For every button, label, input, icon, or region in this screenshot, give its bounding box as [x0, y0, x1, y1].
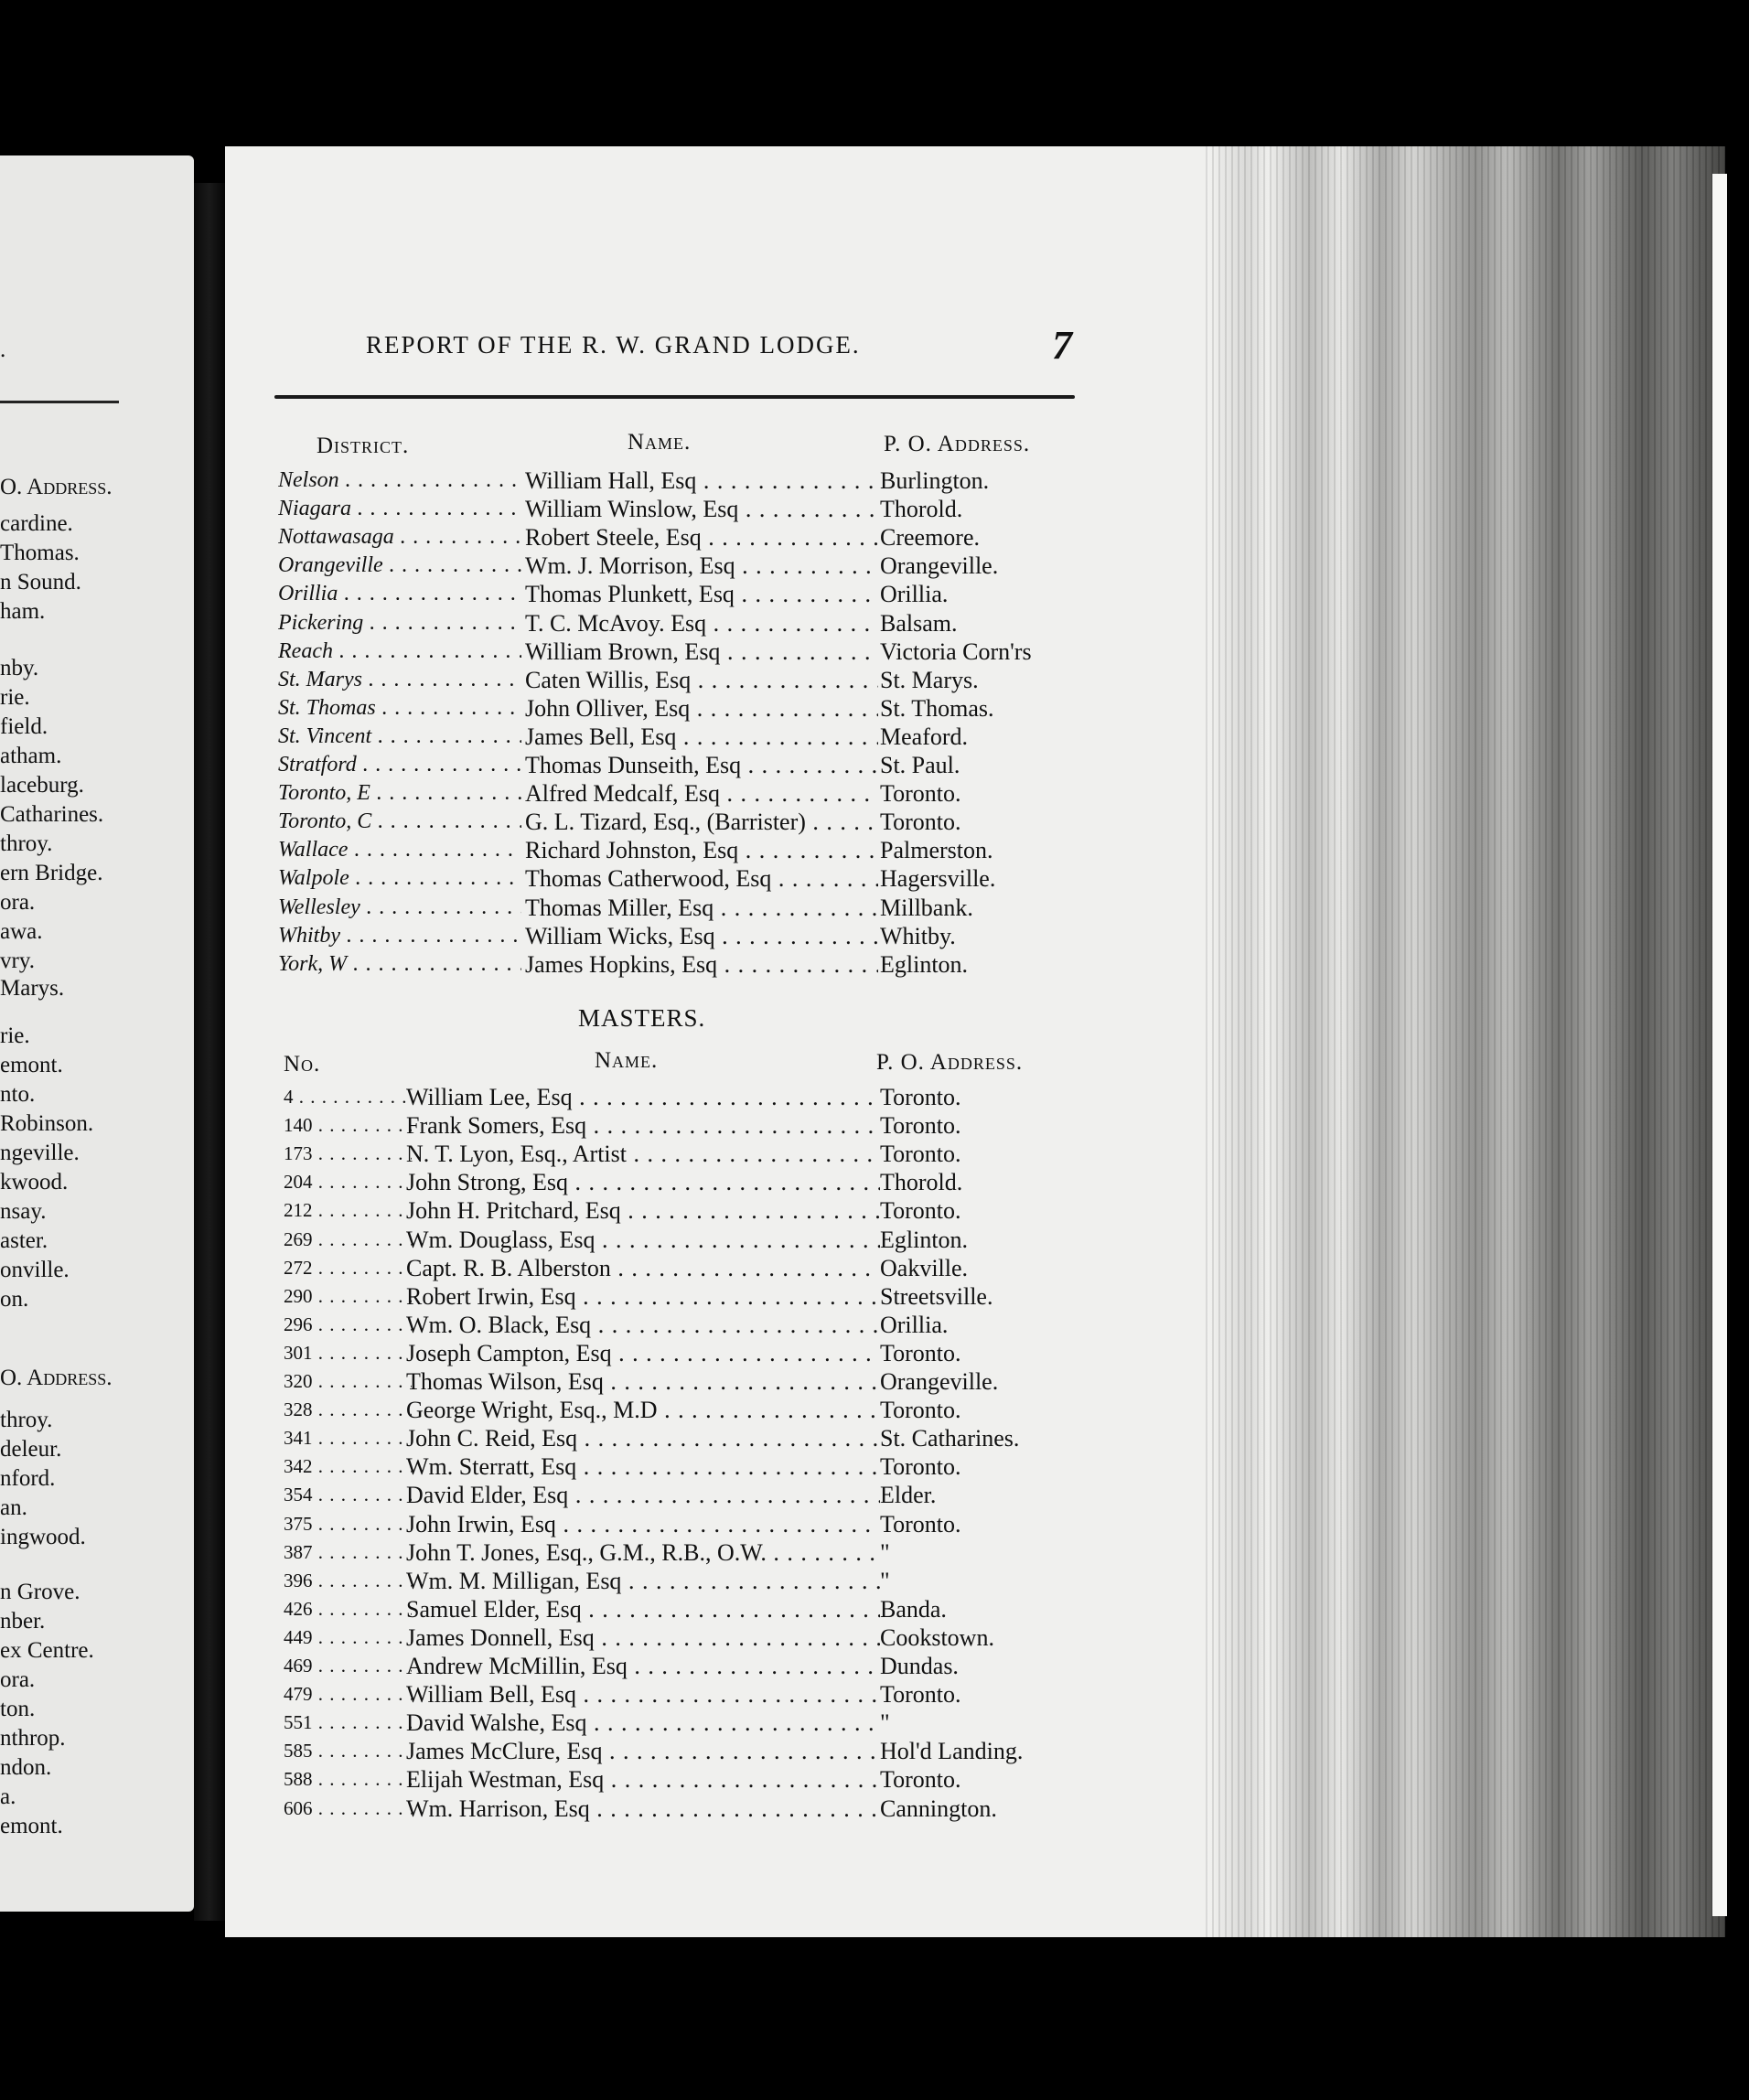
lodge-number: 328 . . .	[284, 1396, 412, 1424]
person-name: Wm. O. Black, Esq . . .	[406, 1311, 880, 1339]
person-name: James Donnell, Esq . . .	[406, 1623, 880, 1652]
person-name: William Hall, Esq . . .	[525, 466, 878, 495]
post-office-address: Streetsville.	[880, 1282, 993, 1310]
person-name: John Irwin, Esq . . .	[406, 1510, 880, 1538]
lodge-number: 606 . . .	[284, 1795, 412, 1823]
district-name: Whitby . . .	[278, 922, 521, 950]
district-name: Orillia . . .	[278, 580, 521, 608]
person-name: David Walshe, Esq . . .	[406, 1709, 880, 1737]
person-name: Frank Somers, Esq . . .	[406, 1111, 880, 1140]
table-row	[0, 1140, 1098, 1168]
left-page-text: emont.	[0, 1814, 63, 1838]
table-row	[0, 466, 1098, 495]
person-name: Robert Irwin, Esq . . .	[406, 1282, 880, 1311]
table-row	[0, 1396, 1098, 1424]
lodge-number: 204 . . .	[284, 1168, 412, 1196]
left-page-text: nford.	[0, 1466, 56, 1491]
lodge-number: 375 . . .	[284, 1510, 412, 1538]
person-name: Thomas Catherwood, Esq . . .	[525, 864, 878, 893]
table-row	[0, 919, 1098, 950]
person-name: Thomas Dunseith, Esq . . .	[525, 751, 878, 779]
post-office-address: Thorold.	[880, 1169, 963, 1196]
district-name: Nottawasaga . . .	[278, 523, 521, 552]
lodge-number: 341 . . .	[284, 1424, 412, 1452]
table-row	[0, 894, 1098, 922]
table-row	[0, 1709, 1098, 1737]
district-name: Walpole . . .	[278, 864, 521, 893]
table-row	[0, 609, 1098, 638]
address-column-header: P. O. Address.	[884, 432, 1031, 456]
lodge-number: 290 . . .	[284, 1282, 412, 1311]
person-name: John C. Reid, Esq . . .	[406, 1424, 880, 1452]
left-page-text: throy.	[0, 1408, 53, 1432]
person-name: John H. Pritchard, Esq . . .	[406, 1196, 880, 1225]
table-row	[0, 1367, 1098, 1396]
post-office-address: Hagersville.	[880, 865, 996, 893]
post-office-address: Cannington.	[880, 1795, 997, 1822]
person-name: George Wright, Esq., M.D . . .	[406, 1396, 880, 1424]
table-row	[0, 1311, 1098, 1339]
lodge-number: 588 . . .	[284, 1765, 412, 1794]
district-name: Reach . . .	[278, 638, 521, 666]
left-page-text: ham.	[0, 599, 46, 624]
lodge-number: 354 . . .	[284, 1481, 412, 1509]
post-office-address: Thorold.	[880, 496, 963, 523]
post-office-address: St. Paul.	[880, 752, 960, 778]
left-page-text: nto.	[0, 1082, 36, 1107]
person-name: Joseph Campton, Esq . . .	[406, 1339, 880, 1367]
person-name: Alfred Medcalf, Esq . . .	[525, 779, 878, 808]
lodge-number: 387 . . .	[284, 1538, 412, 1567]
post-office-address: Toronto.	[880, 1084, 961, 1110]
table-row	[0, 1481, 1098, 1509]
left-page-text: O. Address.	[0, 1366, 113, 1390]
post-office-address: Eglinton.	[880, 1226, 969, 1253]
left-page-text: nthrop.	[0, 1726, 66, 1751]
page-header: REPORT OF THE R. W. GRAND LODGE.	[366, 331, 861, 359]
table-row	[0, 580, 1098, 608]
lodge-number: 551 . . .	[284, 1709, 412, 1737]
table-row	[0, 1226, 1098, 1254]
person-name: Wm. Harrison, Esq . . .	[406, 1795, 880, 1823]
table-row	[0, 1680, 1098, 1709]
lodge-number: 296 . . .	[284, 1311, 412, 1339]
left-page-text: Robinson.	[0, 1111, 94, 1136]
person-name: Elijah Westman, Esq . . .	[406, 1765, 880, 1794]
person-name: G. L. Tizard, Esq., (Barrister) . . .	[525, 808, 878, 836]
table-row	[0, 1795, 1098, 1823]
district-name: Toronto, C . . .	[278, 808, 521, 836]
left-page-text: on.	[0, 1287, 29, 1312]
lodge-number: 212 . . .	[284, 1196, 412, 1225]
left-page-text: nby.	[0, 656, 39, 680]
post-office-address: Banda.	[880, 1595, 947, 1623]
post-office-address: Orillia.	[880, 581, 949, 608]
lodge-number: 269 . . .	[284, 1226, 412, 1254]
table-row	[0, 779, 1098, 808]
left-page-text: n Sound.	[0, 570, 81, 595]
table-row	[0, 1168, 1098, 1196]
post-office-address: Elder.	[880, 1482, 937, 1509]
table-row	[0, 1424, 1098, 1452]
person-name: Thomas Plunkett, Esq . . .	[525, 580, 878, 608]
post-office-address: Dundas.	[880, 1653, 959, 1679]
post-office-address: Orillia.	[880, 1311, 949, 1338]
lodge-number: 449 . . .	[284, 1623, 412, 1652]
post-office-address: Whitby.	[880, 922, 956, 949]
person-name: James McClure, Esq . . .	[406, 1737, 880, 1765]
person-name: James Hopkins, Esq . . .	[525, 950, 878, 979]
lodge-number: 426 . . .	[284, 1595, 412, 1623]
person-name: T. C. McAvoy. Esq . . .	[525, 609, 878, 638]
left-page-text: rie.	[0, 685, 30, 710]
post-office-address: Hol'd Landing.	[880, 1738, 1024, 1765]
person-name: Richard Johnston, Esq . . .	[525, 836, 878, 864]
post-office-address: Orangeville.	[880, 1368, 999, 1395]
district-column-header: District.	[317, 434, 410, 458]
left-page-text: n Grove.	[0, 1580, 80, 1604]
left-page-text: field.	[0, 714, 48, 739]
person-name: Capt. R. B. Alberston . . .	[406, 1254, 880, 1282]
left-page-text: laceburg.	[0, 773, 84, 798]
table-row	[0, 694, 1098, 723]
left-page-text: deleur.	[0, 1437, 62, 1462]
lodge-number: 479 . . .	[284, 1680, 412, 1709]
lodge-number: 320 . . .	[284, 1367, 412, 1396]
table-row	[0, 666, 1098, 694]
person-name: John Olliver, Esq . . .	[525, 694, 878, 723]
table-row	[0, 1737, 1098, 1765]
post-office-address: Toronto.	[880, 809, 961, 836]
left-page-text: nber.	[0, 1609, 46, 1634]
post-office-address: "	[880, 1538, 890, 1566]
lodge-number: 396 . . .	[284, 1567, 412, 1595]
district-name: St. Thomas . . .	[278, 694, 521, 723]
table-row	[0, 1567, 1098, 1595]
table-row	[0, 1623, 1098, 1652]
left-page-text: aster.	[0, 1228, 48, 1253]
left-page-text: ora.	[0, 890, 36, 915]
table-row	[0, 751, 1098, 779]
lodge-number: 469 . . .	[284, 1652, 412, 1680]
left-page-text: throy.	[0, 831, 53, 856]
post-office-address: Burlington.	[880, 467, 990, 494]
post-office-address: Toronto.	[880, 1197, 961, 1225]
left-page-text: ton.	[0, 1697, 36, 1721]
left-page-text: onville.	[0, 1258, 70, 1282]
district-name: Wallace . . .	[278, 836, 521, 864]
left-page-text: Catharines.	[0, 802, 104, 827]
district-name: Nelson . . .	[278, 466, 521, 495]
post-office-address: Toronto.	[880, 1453, 961, 1481]
table-row	[0, 523, 1098, 552]
page-edges	[1206, 146, 1725, 1937]
person-name: Wm. Sterratt, Esq . . .	[406, 1452, 880, 1481]
table-row	[0, 1111, 1098, 1140]
lodge-number: 342 . . .	[284, 1452, 412, 1481]
district-name: Toronto, E . . .	[278, 779, 521, 808]
table-row	[0, 836, 1098, 864]
post-office-address: "	[880, 1709, 890, 1737]
table-row	[0, 1538, 1098, 1567]
left-page-text: O. Address.	[0, 475, 113, 499]
post-office-address: Toronto.	[880, 1510, 961, 1538]
person-name: Wm. M. Milligan, Esq . . .	[406, 1567, 880, 1595]
lodge-number: 272 . . .	[284, 1254, 412, 1282]
left-page-text: cardine.	[0, 511, 73, 536]
masters-address-column-header: P. O. Address.	[876, 1050, 1024, 1075]
district-name: York, W . . .	[278, 950, 521, 979]
person-name: William Winslow, Esq . . .	[525, 495, 878, 523]
table-row	[0, 1765, 1098, 1794]
table-row	[0, 950, 1098, 979]
left-page-text: rie.	[0, 1023, 30, 1048]
masters-name-column-header: Name.	[595, 1048, 659, 1073]
lodge-number: 140 . . .	[284, 1111, 412, 1140]
table-row	[0, 495, 1098, 523]
person-name: John T. Jones, Esq., G.M., R.B., O.W. . . .	[406, 1538, 880, 1567]
left-page-text: ora.	[0, 1667, 36, 1692]
person-name: Caten Willis, Esq . . .	[525, 666, 878, 694]
district-name: Pickering . . .	[278, 609, 521, 638]
left-page-text: .	[0, 338, 6, 362]
table-row	[0, 723, 1098, 751]
post-office-address: Meaford.	[880, 723, 969, 750]
left-page-text: a.	[0, 1784, 16, 1809]
lodge-number: 173 . . .	[284, 1140, 412, 1168]
post-office-address: Toronto.	[880, 1141, 961, 1168]
left-page-text: ex Centre.	[0, 1638, 94, 1663]
post-office-address: Toronto.	[880, 780, 961, 808]
masters-heading: MASTERS.	[578, 1004, 706, 1032]
left-page-text: ngeville.	[0, 1141, 80, 1165]
cover-edge	[1712, 174, 1727, 1916]
person-name: William Wicks, Esq . . .	[525, 922, 878, 950]
left-page-text: ern Bridge.	[0, 861, 103, 885]
person-name: N. T. Lyon, Esq., Artist . . .	[406, 1140, 880, 1168]
post-office-address: St. Marys.	[880, 666, 979, 693]
left-page-text: atham.	[0, 744, 62, 768]
table-row	[0, 1196, 1098, 1225]
left-page-text: vry.	[0, 948, 35, 973]
lodge-number: 585 . . .	[284, 1737, 412, 1765]
left-page-text: ingwood.	[0, 1525, 86, 1549]
table-row	[0, 861, 1098, 893]
number-column-header: No.	[284, 1052, 321, 1077]
person-name: William Lee, Esq . . .	[406, 1083, 880, 1111]
post-office-address: Eglinton.	[880, 950, 969, 978]
post-office-address: Orangeville.	[880, 552, 999, 580]
post-office-address: Palmerston.	[880, 837, 993, 864]
left-page-text: awa.	[0, 919, 43, 944]
table-row	[0, 1510, 1098, 1538]
post-office-address: Toronto.	[880, 1112, 961, 1140]
table-row	[0, 808, 1098, 836]
post-office-address: Oakville.	[880, 1254, 969, 1281]
person-name: William Bell, Esq . . .	[406, 1680, 880, 1709]
person-name: Thomas Miller, Esq . . .	[525, 894, 878, 922]
person-name: John Strong, Esq . . .	[406, 1168, 880, 1196]
table-row	[0, 1254, 1098, 1282]
post-office-address: Toronto.	[880, 1339, 961, 1366]
table-row	[0, 1282, 1098, 1311]
post-office-address: Millbank.	[880, 894, 973, 921]
table-row	[0, 638, 1098, 666]
table-row	[0, 1083, 1098, 1111]
post-office-address: Cookstown.	[880, 1623, 994, 1651]
page-number: 7	[1052, 323, 1072, 368]
district-name: St. Marys . . .	[278, 666, 521, 694]
district-name: Orangeville . . .	[278, 552, 521, 580]
name-column-header: Name.	[628, 430, 692, 455]
table-row	[0, 1652, 1098, 1680]
person-name: Wm. Douglass, Esq . . .	[406, 1226, 880, 1254]
left-page-text: Thomas.	[0, 541, 80, 565]
post-office-address: Balsam.	[880, 609, 958, 637]
lodge-number: 301 . . .	[284, 1339, 412, 1367]
person-name: William Brown, Esq . . .	[525, 638, 878, 666]
post-office-address: Toronto.	[880, 1397, 961, 1424]
person-name: Robert Steele, Esq . . .	[525, 523, 878, 552]
post-office-address: St. Thomas.	[880, 694, 994, 722]
person-name: Thomas Wilson, Esq . . .	[406, 1367, 880, 1396]
table-row	[0, 1339, 1098, 1367]
person-name: Wm. J. Morrison, Esq . . .	[525, 552, 878, 580]
person-name: James Bell, Esq . . .	[525, 723, 878, 751]
left-page-text: kwood.	[0, 1170, 69, 1195]
person-name: Andrew McMillin, Esq . . .	[406, 1652, 880, 1680]
post-office-address: Creemore.	[880, 524, 981, 552]
left-page-text: nsay.	[0, 1199, 47, 1224]
district-name: St. Vincent . . .	[278, 723, 521, 751]
lodge-number: 4 . . .	[284, 1083, 412, 1111]
header-rule	[274, 395, 1075, 399]
post-office-address: Toronto.	[880, 1766, 961, 1794]
left-page-text: ndon.	[0, 1755, 52, 1780]
post-office-address: Victoria Corn'rs	[880, 638, 1032, 665]
post-office-address: Toronto.	[880, 1681, 961, 1709]
left-page-rule	[0, 401, 119, 403]
left-page-text: emont.	[0, 1053, 63, 1077]
district-name: Niagara . . .	[278, 495, 521, 523]
district-name: Stratford . . .	[278, 751, 521, 779]
post-office-address: "	[880, 1567, 890, 1594]
post-office-address: St. Catharines.	[880, 1425, 1020, 1452]
table-row	[0, 552, 1098, 580]
person-name: Samuel Elder, Esq . . .	[406, 1595, 880, 1623]
left-page-text: an.	[0, 1495, 27, 1520]
table-row	[0, 1595, 1098, 1623]
district-name: Wellesley . . .	[278, 894, 521, 922]
person-name: David Elder, Esq . . .	[406, 1481, 880, 1509]
left-page-text: Marys.	[0, 976, 65, 1001]
table-row	[0, 1452, 1098, 1481]
